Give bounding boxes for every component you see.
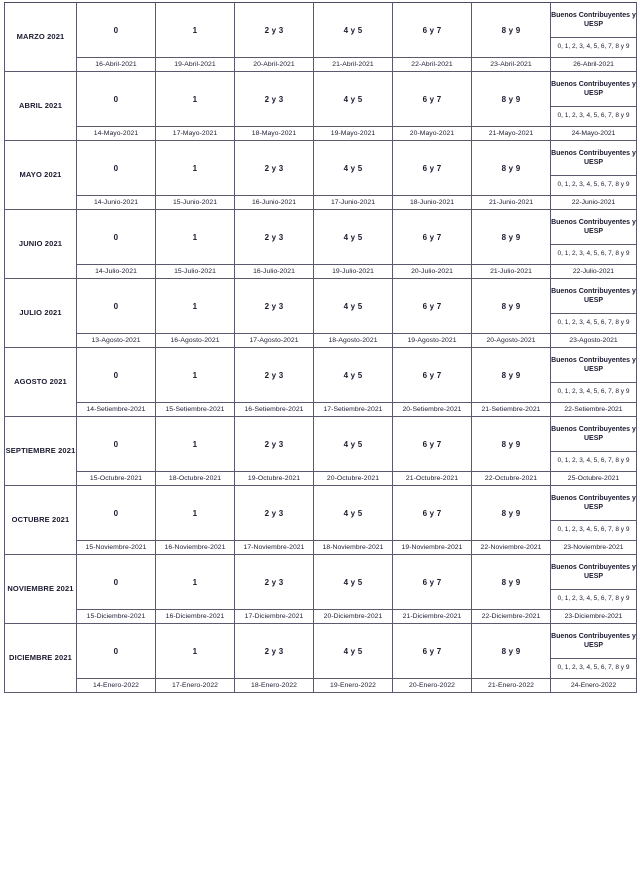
due-date-cell: 15-Diciembre-2021 — [77, 610, 156, 624]
month-label: MAYO 2021 — [5, 141, 77, 210]
due-date-row — [5, 610, 637, 624]
due-date-cell: 20-Diciembre-2021 — [314, 610, 393, 624]
buenos-contribuyentes-due-date-cell: 24-Mayo-2021 — [551, 127, 637, 141]
digit-group-cell: 1 — [156, 72, 235, 127]
buenos-contribuyentes-due-date-cell: 25-Octubre-2021 — [551, 472, 637, 486]
due-date-cell: 16-Agosto-2021 — [156, 334, 235, 348]
digit-group-cell: 8 y 9 — [472, 279, 551, 334]
buenos-contribuyentes-header-cell: Buenos Contribuyentes y UESP — [551, 486, 637, 521]
digit-group-cell: 4 y 5 — [314, 3, 393, 58]
buenos-contribuyentes-header-cell: Buenos Contribuyentes y UESP — [551, 279, 637, 314]
due-date-cell: 14-Julio-2021 — [77, 265, 156, 279]
buenos-contribuyentes-due-date-cell: 22-Junio-2021 — [551, 196, 637, 210]
due-date-cell: 22-Diciembre-2021 — [472, 610, 551, 624]
buenos-contribuyentes-header-cell: Buenos Contribuyentes y UESP — [551, 141, 637, 176]
month-label: AGOSTO 2021 — [5, 348, 77, 417]
digit-group-cell: 2 y 3 — [235, 555, 314, 610]
digit-group-cell: 6 y 7 — [393, 72, 472, 127]
due-date-cell: 16-Junio-2021 — [235, 196, 314, 210]
due-date-row — [5, 265, 637, 279]
digit-group-cell: 8 y 9 — [472, 210, 551, 265]
due-date-cell: 17-Mayo-2021 — [156, 127, 235, 141]
due-date-cell: 18-Mayo-2021 — [235, 127, 314, 141]
digit-group-cell: 2 y 3 — [235, 72, 314, 127]
digit-group-cell: 2 y 3 — [235, 141, 314, 196]
digit-group-cell: 2 y 3 — [235, 3, 314, 58]
due-date-cell: 18-Junio-2021 — [393, 196, 472, 210]
digit-group-cell: 6 y 7 — [393, 417, 472, 472]
buenos-contribuyentes-due-date-cell: 23-Diciembre-2021 — [551, 610, 637, 624]
buenos-contribuyentes-header-cell: Buenos Contribuyentes y UESP — [551, 624, 637, 659]
due-date-cell: 15-Setiembre-2021 — [156, 403, 235, 417]
month-label: SEPTIEMBRE 2021 — [5, 417, 77, 486]
due-date-cell: 19-Enero-2022 — [314, 679, 393, 693]
buenos-contribuyentes-header-cell: Buenos Contribuyentes y UESP — [551, 417, 637, 452]
due-date-cell: 17-Diciembre-2021 — [235, 610, 314, 624]
due-date-row — [5, 472, 637, 486]
due-date-cell: 20-Mayo-2021 — [393, 127, 472, 141]
buenos-contribuyentes-digits-cell: 0, 1, 2, 3, 4, 5, 6, 7, 8 y 9 — [551, 314, 637, 334]
due-date-cell: 15-Julio-2021 — [156, 265, 235, 279]
due-date-row — [5, 58, 637, 72]
digit-group-cell: 1 — [156, 210, 235, 265]
digit-group-cell: 8 y 9 — [472, 555, 551, 610]
due-date-row — [5, 541, 637, 555]
due-date-cell: 18-Octubre-2021 — [156, 472, 235, 486]
digit-group-cell: 4 y 5 — [314, 555, 393, 610]
buenos-contribuyentes-digits-cell: 0, 1, 2, 3, 4, 5, 6, 7, 8 y 9 — [551, 107, 637, 127]
month-block-header-row — [5, 555, 637, 590]
month-block-header-row — [5, 3, 637, 38]
due-date-cell: 18-Noviembre-2021 — [314, 541, 393, 555]
due-date-cell: 20-Abril-2021 — [235, 58, 314, 72]
due-date-row — [5, 127, 637, 141]
due-date-cell: 14-Setiembre-2021 — [77, 403, 156, 417]
month-block-header-row — [5, 348, 637, 383]
digit-group-cell: 4 y 5 — [314, 624, 393, 679]
due-date-cell: 20-Setiembre-2021 — [393, 403, 472, 417]
digit-group-cell: 0 — [77, 624, 156, 679]
buenos-contribuyentes-due-date-cell: 26-Abril-2021 — [551, 58, 637, 72]
month-label: NOVIEMBRE 2021 — [5, 555, 77, 624]
due-date-cell: 21-Enero-2022 — [472, 679, 551, 693]
due-date-cell: 17-Noviembre-2021 — [235, 541, 314, 555]
due-date-cell: 19-Julio-2021 — [314, 265, 393, 279]
due-date-cell: 21-Diciembre-2021 — [393, 610, 472, 624]
digit-group-cell: 0 — [77, 141, 156, 196]
digit-group-cell: 1 — [156, 624, 235, 679]
digit-group-cell: 8 y 9 — [472, 72, 551, 127]
due-date-cell: 14-Junio-2021 — [77, 196, 156, 210]
month-label: JUNIO 2021 — [5, 210, 77, 279]
digit-group-cell: 6 y 7 — [393, 279, 472, 334]
due-date-cell: 16-Noviembre-2021 — [156, 541, 235, 555]
buenos-contribuyentes-header-cell: Buenos Contribuyentes y UESP — [551, 555, 637, 590]
buenos-contribuyentes-digits-cell: 0, 1, 2, 3, 4, 5, 6, 7, 8 y 9 — [551, 38, 637, 58]
digit-group-cell: 0 — [77, 555, 156, 610]
digit-group-cell: 8 y 9 — [472, 417, 551, 472]
buenos-contribuyentes-header-cell: Buenos Contribuyentes y UESP — [551, 210, 637, 245]
digit-group-cell: 2 y 3 — [235, 486, 314, 541]
month-block-header-row — [5, 141, 637, 176]
digit-group-cell: 4 y 5 — [314, 72, 393, 127]
due-date-cell: 19-Mayo-2021 — [314, 127, 393, 141]
buenos-contribuyentes-digits-cell: 0, 1, 2, 3, 4, 5, 6, 7, 8 y 9 — [551, 659, 637, 679]
digit-group-cell: 1 — [156, 348, 235, 403]
buenos-contribuyentes-digits-cell: 0, 1, 2, 3, 4, 5, 6, 7, 8 y 9 — [551, 452, 637, 472]
due-date-cell: 14-Enero-2022 — [77, 679, 156, 693]
digit-group-cell: 4 y 5 — [314, 348, 393, 403]
digit-group-cell: 4 y 5 — [314, 210, 393, 265]
month-block-header-row — [5, 624, 637, 659]
digit-group-cell: 4 y 5 — [314, 141, 393, 196]
digit-group-cell: 6 y 7 — [393, 486, 472, 541]
digit-group-cell: 2 y 3 — [235, 417, 314, 472]
buenos-contribuyentes-due-date-cell: 23-Agosto-2021 — [551, 334, 637, 348]
month-block-header-row — [5, 72, 637, 107]
due-date-cell: 23-Abril-2021 — [472, 58, 551, 72]
table-body — [5, 3, 637, 693]
buenos-contribuyentes-digits-cell: 0, 1, 2, 3, 4, 5, 6, 7, 8 y 9 — [551, 521, 637, 541]
digit-group-cell: 1 — [156, 486, 235, 541]
month-label: DICIEMBRE 2021 — [5, 624, 77, 693]
vencimientos-table — [4, 2, 637, 693]
due-date-cell: 16-Abril-2021 — [77, 58, 156, 72]
digit-group-cell: 0 — [77, 72, 156, 127]
due-date-row — [5, 334, 637, 348]
buenos-contribuyentes-header-cell: Buenos Contribuyentes y UESP — [551, 348, 637, 383]
buenos-contribuyentes-digits-cell: 0, 1, 2, 3, 4, 5, 6, 7, 8 y 9 — [551, 176, 637, 196]
due-date-cell: 18-Enero-2022 — [235, 679, 314, 693]
digit-group-cell: 2 y 3 — [235, 210, 314, 265]
due-date-cell: 17-Junio-2021 — [314, 196, 393, 210]
due-date-cell: 17-Agosto-2021 — [235, 334, 314, 348]
due-date-cell: 21-Julio-2021 — [472, 265, 551, 279]
due-date-cell: 18-Agosto-2021 — [314, 334, 393, 348]
due-date-cell: 15-Noviembre-2021 — [77, 541, 156, 555]
due-date-cell: 21-Abril-2021 — [314, 58, 393, 72]
digit-group-cell: 6 y 7 — [393, 624, 472, 679]
due-date-cell: 17-Setiembre-2021 — [314, 403, 393, 417]
digit-group-cell: 8 y 9 — [472, 624, 551, 679]
digit-group-cell: 8 y 9 — [472, 3, 551, 58]
due-date-cell: 19-Agosto-2021 — [393, 334, 472, 348]
digit-group-cell: 1 — [156, 141, 235, 196]
buenos-contribuyentes-header-cell: Buenos Contribuyentes y UESP — [551, 72, 637, 107]
buenos-contribuyentes-header-cell: Buenos Contribuyentes y UESP — [551, 3, 637, 38]
buenos-contribuyentes-digits-cell: 0, 1, 2, 3, 4, 5, 6, 7, 8 y 9 — [551, 590, 637, 610]
digit-group-cell: 8 y 9 — [472, 348, 551, 403]
due-date-cell: 22-Noviembre-2021 — [472, 541, 551, 555]
buenos-contribuyentes-due-date-cell: 23-Noviembre-2021 — [551, 541, 637, 555]
digit-group-cell: 1 — [156, 279, 235, 334]
digit-group-cell: 8 y 9 — [472, 141, 551, 196]
due-date-row — [5, 196, 637, 210]
buenos-contribuyentes-digits-cell: 0, 1, 2, 3, 4, 5, 6, 7, 8 y 9 — [551, 245, 637, 265]
digit-group-cell: 0 — [77, 279, 156, 334]
digit-group-cell: 6 y 7 — [393, 3, 472, 58]
month-block-header-row — [5, 279, 637, 314]
digit-group-cell: 1 — [156, 555, 235, 610]
digit-group-cell: 2 y 3 — [235, 279, 314, 334]
month-block-header-row — [5, 486, 637, 521]
digit-group-cell: 0 — [77, 3, 156, 58]
due-date-cell: 22-Octubre-2021 — [472, 472, 551, 486]
due-date-cell: 22-Abril-2021 — [393, 58, 472, 72]
due-date-row — [5, 403, 637, 417]
buenos-contribuyentes-due-date-cell: 22-Setiembre-2021 — [551, 403, 637, 417]
digit-group-cell: 2 y 3 — [235, 624, 314, 679]
due-date-cell: 20-Octubre-2021 — [314, 472, 393, 486]
digit-group-cell: 2 y 3 — [235, 348, 314, 403]
due-date-cell: 21-Junio-2021 — [472, 196, 551, 210]
digit-group-cell: 0 — [77, 348, 156, 403]
buenos-contribuyentes-digits-cell: 0, 1, 2, 3, 4, 5, 6, 7, 8 y 9 — [551, 383, 637, 403]
digit-group-cell: 8 y 9 — [472, 486, 551, 541]
digit-group-cell: 6 y 7 — [393, 141, 472, 196]
month-label: MARZO 2021 — [5, 3, 77, 72]
due-date-cell: 20-Enero-2022 — [393, 679, 472, 693]
due-date-cell: 19-Octubre-2021 — [235, 472, 314, 486]
due-date-cell: 20-Julio-2021 — [393, 265, 472, 279]
due-date-cell: 14-Mayo-2021 — [77, 127, 156, 141]
due-date-cell: 21-Setiembre-2021 — [472, 403, 551, 417]
due-date-cell: 15-Junio-2021 — [156, 196, 235, 210]
due-date-cell: 17-Enero-2022 — [156, 679, 235, 693]
digit-group-cell: 1 — [156, 417, 235, 472]
digit-group-cell: 6 y 7 — [393, 348, 472, 403]
digit-group-cell: 6 y 7 — [393, 210, 472, 265]
digit-group-cell: 0 — [77, 417, 156, 472]
due-date-cell: 16-Diciembre-2021 — [156, 610, 235, 624]
month-label: OCTUBRE 2021 — [5, 486, 77, 555]
due-date-row — [5, 679, 637, 693]
due-date-cell: 21-Mayo-2021 — [472, 127, 551, 141]
digit-group-cell: 1 — [156, 3, 235, 58]
due-date-cell: 21-Octubre-2021 — [393, 472, 472, 486]
buenos-contribuyentes-due-date-cell: 24-Enero-2022 — [551, 679, 637, 693]
due-date-cell: 13-Agosto-2021 — [77, 334, 156, 348]
digit-group-cell: 0 — [77, 486, 156, 541]
digit-group-cell: 4 y 5 — [314, 279, 393, 334]
digit-group-cell: 4 y 5 — [314, 417, 393, 472]
buenos-contribuyentes-due-date-cell: 22-Julio-2021 — [551, 265, 637, 279]
month-block-header-row — [5, 210, 637, 245]
due-date-cell: 16-Julio-2021 — [235, 265, 314, 279]
month-label: ABRIL 2021 — [5, 72, 77, 141]
due-date-cell: 20-Agosto-2021 — [472, 334, 551, 348]
due-date-cell: 16-Setiembre-2021 — [235, 403, 314, 417]
digit-group-cell: 0 — [77, 210, 156, 265]
digit-group-cell: 4 y 5 — [314, 486, 393, 541]
due-date-cell: 19-Abril-2021 — [156, 58, 235, 72]
due-date-cell: 15-Octubre-2021 — [77, 472, 156, 486]
month-label: JULIO 2021 — [5, 279, 77, 348]
month-block-header-row — [5, 417, 637, 452]
digit-group-cell: 6 y 7 — [393, 555, 472, 610]
due-date-cell: 19-Noviembre-2021 — [393, 541, 472, 555]
